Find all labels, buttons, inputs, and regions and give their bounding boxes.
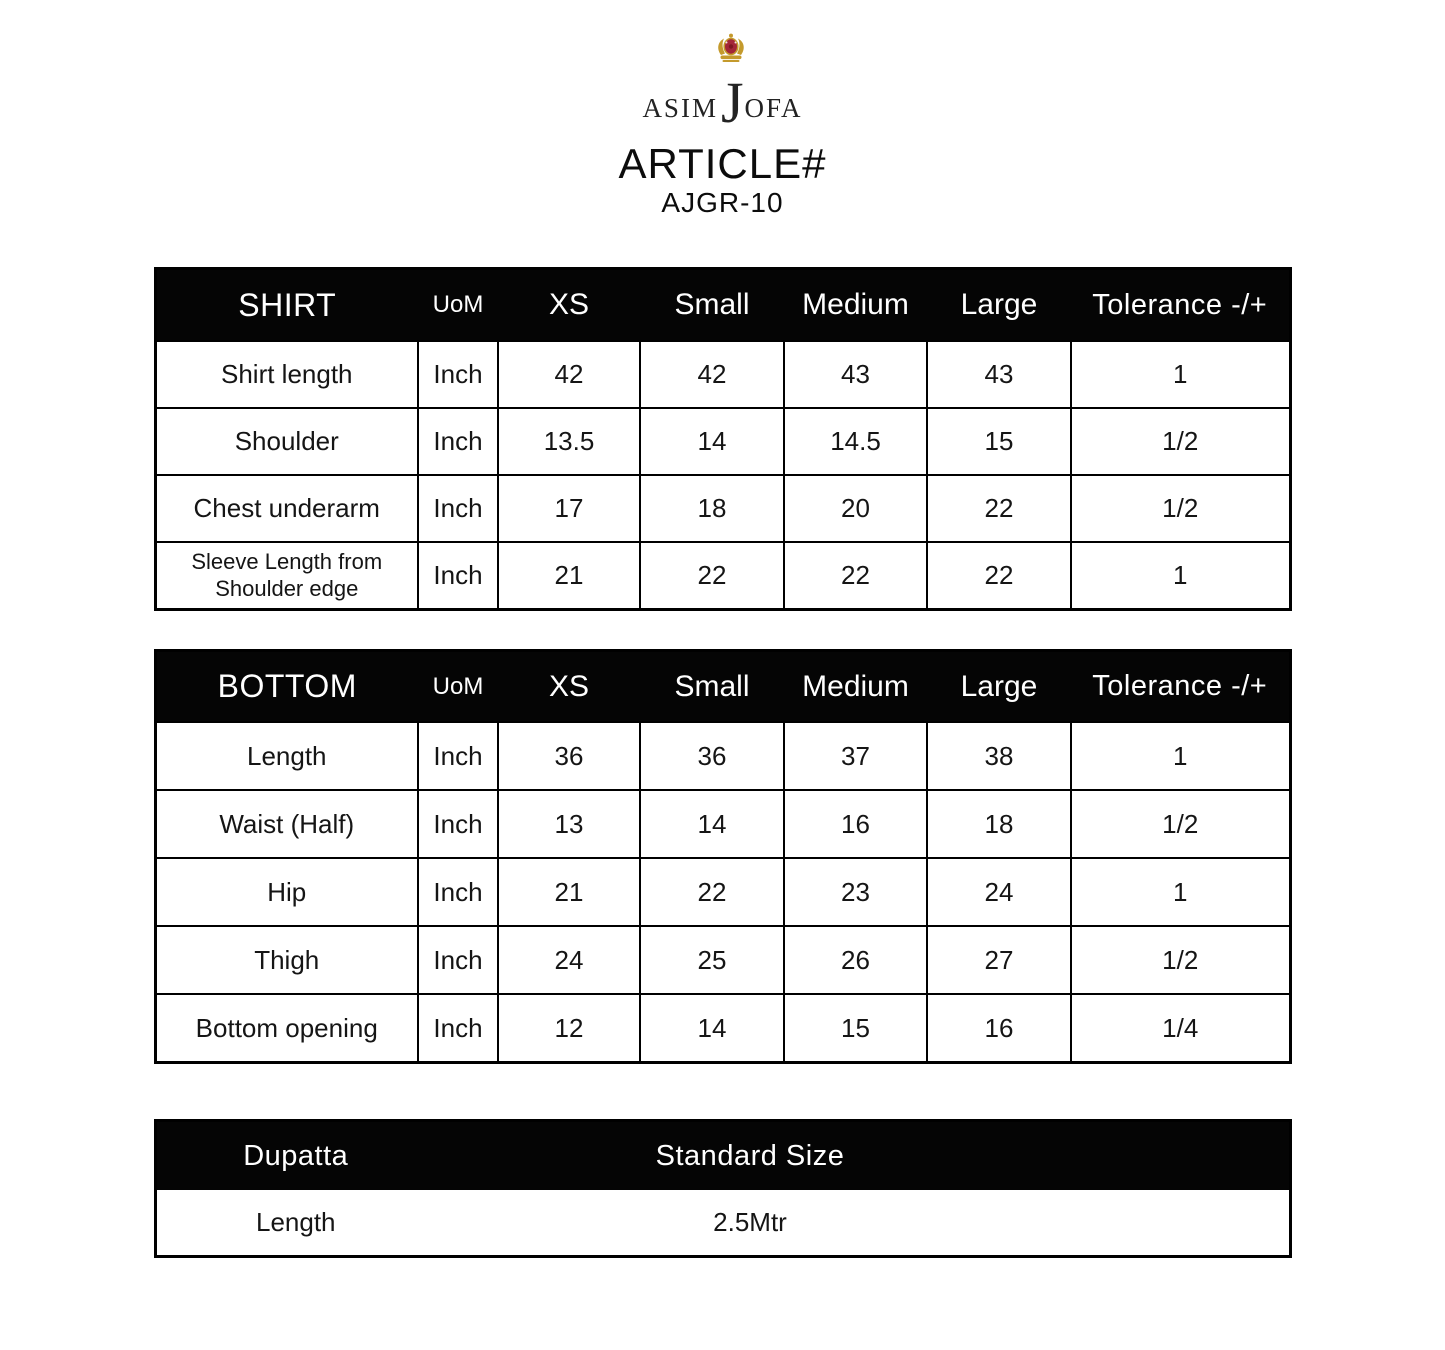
shirt-table-title: SHIRT [155,268,418,341]
cell-xs: 21 [498,542,640,609]
table-row [155,341,1290,408]
cell-medium: 23 [784,858,927,926]
bottom-table-header-row [155,650,1290,722]
table-row [155,408,1290,475]
cell-xs: 12 [498,994,640,1062]
row-label: Length [155,722,418,790]
cell-medium: 26 [784,926,927,994]
row-label: Sleeve Length from Shoulder edge [155,542,418,609]
cell-small: 14 [640,790,784,858]
table-row [155,1190,1290,1256]
dupatta-table-title: Dupatta [155,1120,435,1190]
cell-small: 42 [640,341,784,408]
table-row [155,858,1290,926]
column-header-medium: Medium [784,650,927,722]
column-header-small: Small [640,650,784,722]
brand-logo [0,0,1445,135]
cell-small: 25 [640,926,784,994]
row-label: Thigh [155,926,418,994]
column-header-xs: XS [498,650,640,722]
row-label: Shirt length [155,341,418,408]
cell-medium: 43 [784,341,927,408]
table-row [155,790,1290,858]
row-label: Chest underarm [155,475,418,542]
shirt-size-table [154,267,1292,611]
row-label: Length [255,1207,336,1238]
cell-medium: 20 [784,475,927,542]
column-header-uom: UoM [418,268,498,341]
cell-large: 27 [927,926,1071,994]
table-row [155,475,1290,542]
column-header-empty [1065,1120,1290,1190]
dupatta-table-header-row [155,1120,1290,1190]
cell-tolerance: 1 [1071,542,1290,609]
cell-small: 36 [640,722,784,790]
column-header-medium: Medium [784,268,927,341]
cell-large: 24 [927,858,1071,926]
cell-xs: 13 [498,790,640,858]
cell-uom: Inch [418,475,498,542]
row-label: Waist (Half) [155,790,418,858]
column-header-tolerance: Tolerance -/+ [1071,650,1290,722]
cell-small: 14 [640,994,784,1062]
cell-tolerance: 1 [1071,341,1290,408]
cell-large: 22 [927,542,1071,609]
cell-large: 15 [927,408,1071,475]
cell-small: 14 [640,408,784,475]
table-row [155,722,1290,790]
table-row [155,926,1290,994]
article-section [0,139,1445,218]
article-heading: ARTICLE# [618,139,827,187]
brand-name-suffix: OFA [744,93,803,123]
cell-medium: 16 [784,790,927,858]
article-code: AJGR-10 [661,186,784,218]
cell-medium: 22 [784,542,927,609]
column-header-large: Large [927,650,1071,722]
cell-uom: Inch [418,341,498,408]
cell-tolerance: 1 [1071,858,1290,926]
cell-tolerance: 1/2 [1071,475,1290,542]
crown-icon [8,33,1445,63]
cell-xs: 42 [498,341,640,408]
cell-uom: Inch [418,926,498,994]
cell-large: 43 [927,341,1071,408]
cell-small: 22 [640,858,784,926]
cell-uom: Inch [418,858,498,926]
cell-medium: 15 [784,994,927,1062]
cell-small: 22 [640,542,784,609]
cell-medium: 14.5 [784,408,927,475]
brand-name [642,66,803,135]
column-header-large: Large [927,268,1071,341]
brand-name-prefix: ASIM [642,93,718,123]
cell-uom: Inch [418,408,498,475]
column-header-xs: XS [498,268,640,341]
row-label: Hip [155,858,418,926]
bottom-table-title: BOTTOM [155,650,418,722]
cell-uom: Inch [418,790,498,858]
table-row [155,542,1290,609]
cell-tolerance: 1/2 [1071,408,1290,475]
column-header-small: Small [640,268,784,341]
cell-uom: Inch [418,722,498,790]
cell-xs: 21 [498,858,640,926]
cell-empty [1065,1190,1290,1256]
table-row [155,994,1290,1062]
shirt-table-header-row [155,268,1290,341]
cell-uom: Inch [418,994,498,1062]
cell-value: 2.5Mtr [713,1207,787,1238]
cell-small: 18 [640,475,784,542]
cell-tolerance: 1 [1071,722,1290,790]
column-header-uom: UoM [418,650,498,722]
row-label: Shoulder [155,408,418,475]
bottom-size-table [154,649,1292,1064]
column-header-tolerance: Tolerance -/+ [1071,268,1290,341]
cell-large: 18 [927,790,1071,858]
dupatta-size-table [154,1119,1292,1258]
cell-tolerance: 1/2 [1071,790,1290,858]
cell-large: 22 [927,475,1071,542]
cell-xs: 36 [498,722,640,790]
cell-large: 38 [927,722,1071,790]
cell-large: 16 [927,994,1071,1062]
cell-xs: 17 [498,475,640,542]
cell-medium: 37 [784,722,927,790]
cell-xs: 24 [498,926,640,994]
column-header-standard-size: Standard Size [435,1120,1065,1190]
cell-xs: 13.5 [498,408,640,475]
cell-tolerance: 1/2 [1071,926,1290,994]
row-label: Bottom opening [155,994,418,1062]
brand-initial: J [720,70,744,135]
cell-tolerance: 1/4 [1071,994,1290,1062]
cell-uom: Inch [418,542,498,609]
